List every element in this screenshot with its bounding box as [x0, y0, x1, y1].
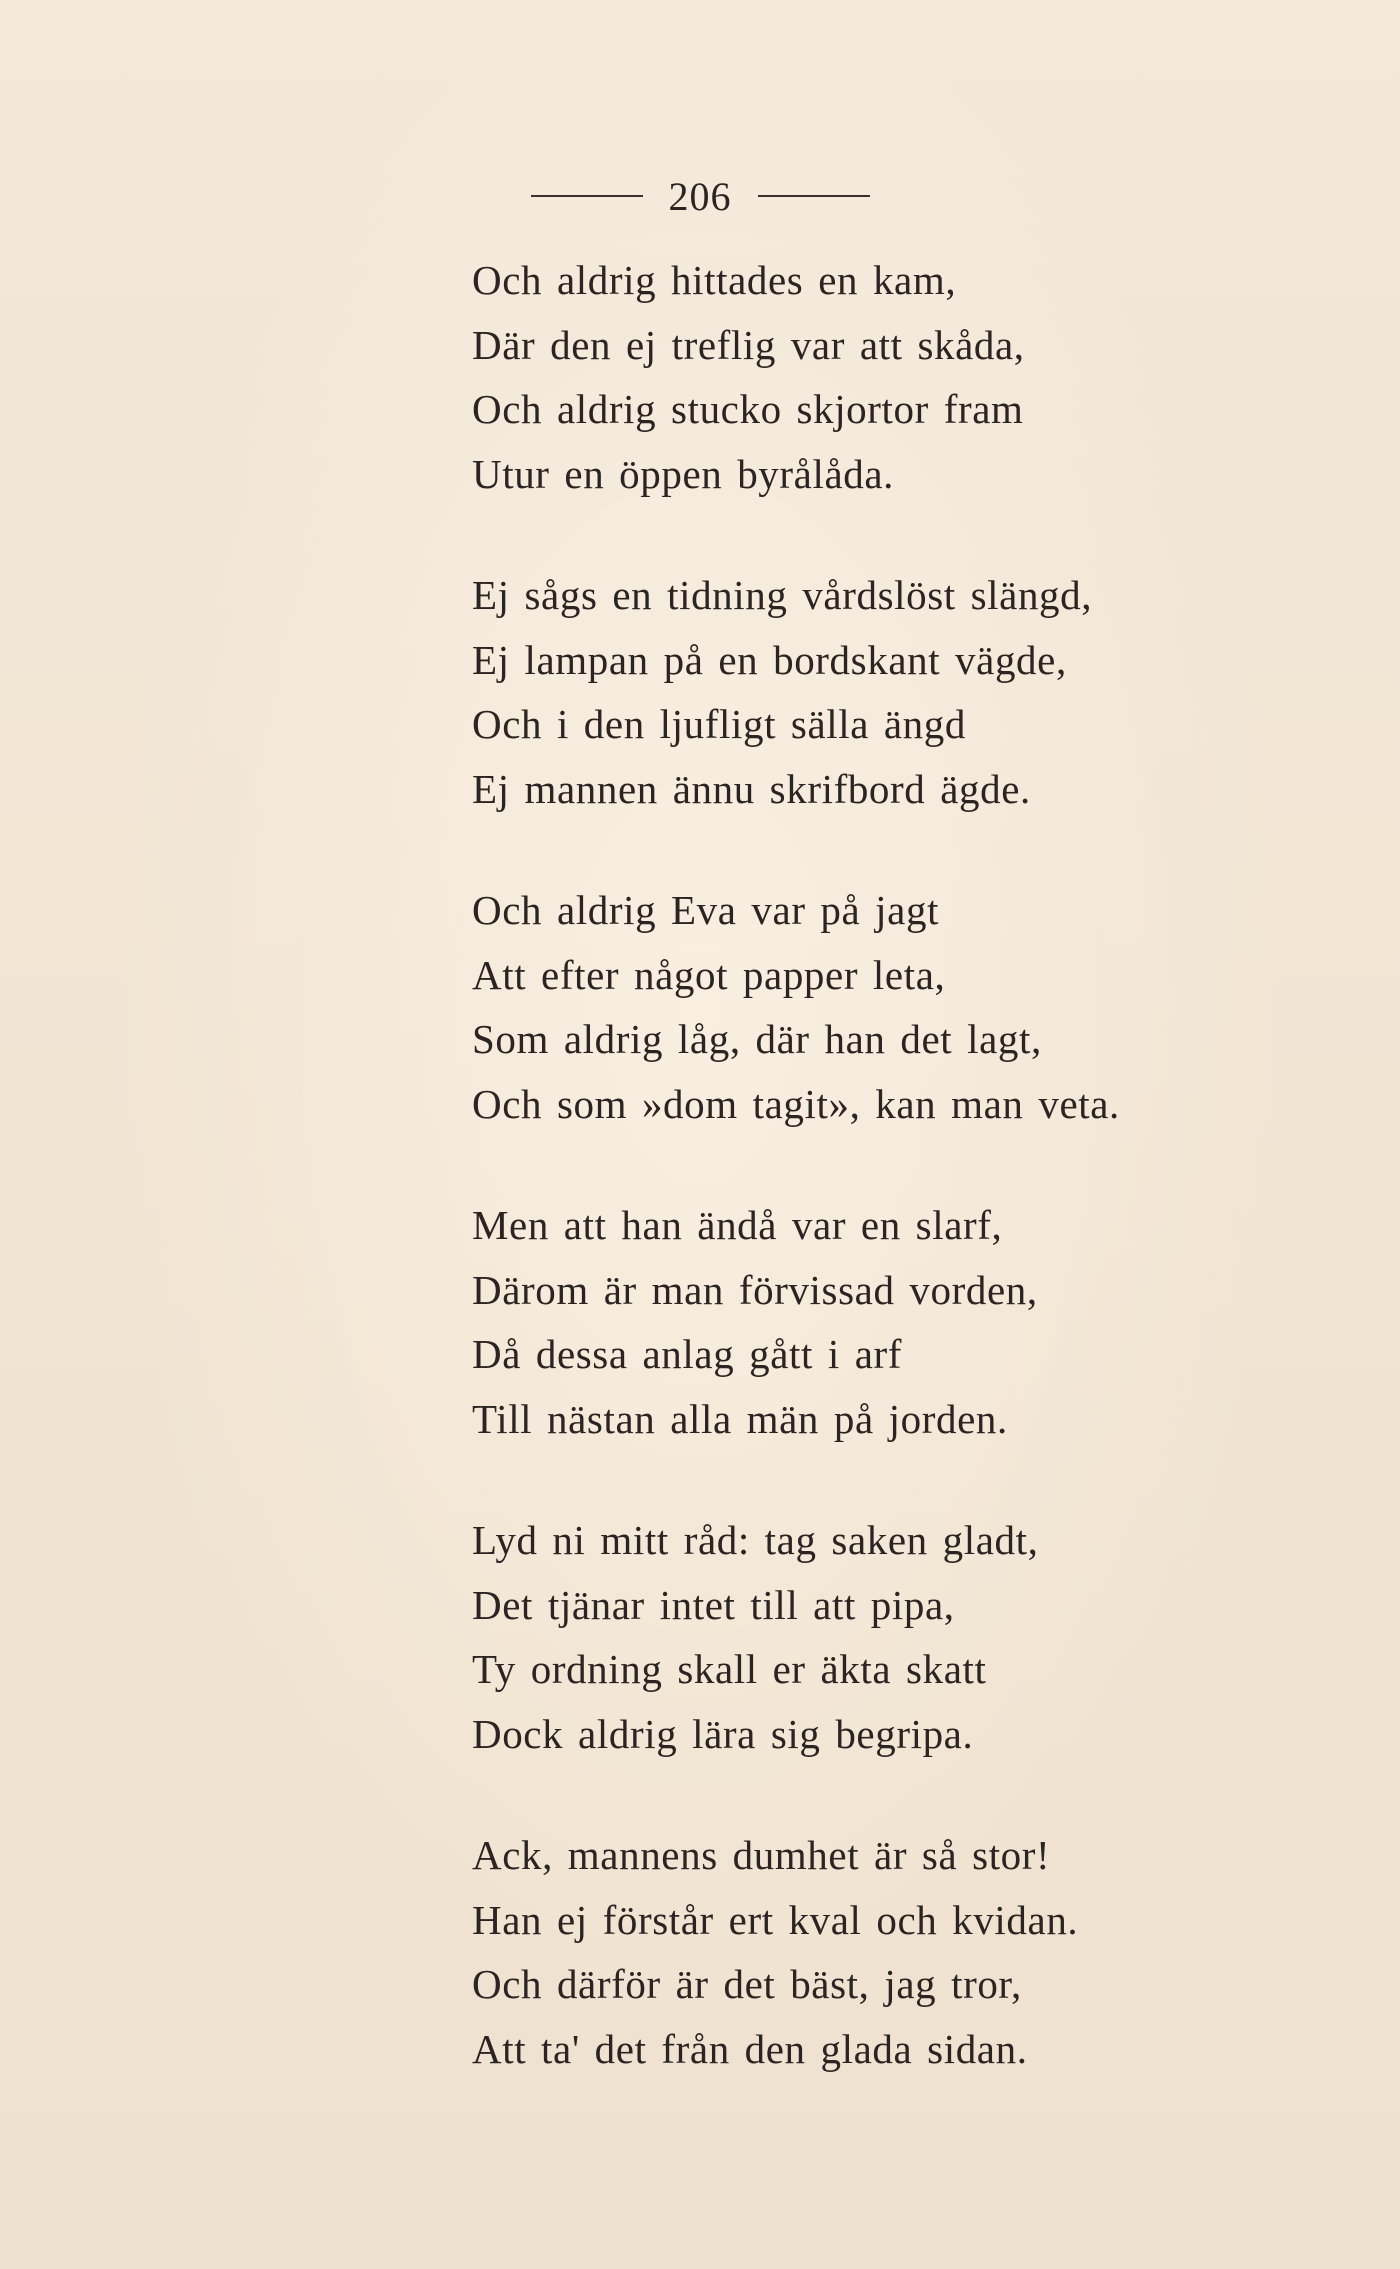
poem-line: Ack, mannens dumhet är så stor!	[472, 1832, 1051, 1878]
poem-line: Och aldrig Eva var på jagt	[472, 887, 940, 933]
poem-line: Ty ordning skall er äkta skatt	[472, 1646, 987, 1692]
poem-line: Men att han ändå var en slarf,	[472, 1202, 1003, 1248]
poem-line: Och som »dom tagit», kan man veta.	[472, 1080, 1120, 1127]
header-rule-right	[758, 195, 870, 197]
stanza-1	[472, 248, 1332, 506]
poem-line: Och därför är det bäst, jag tror,	[472, 1961, 1022, 2007]
poem	[472, 248, 1332, 2138]
header-rule-left	[531, 195, 643, 197]
poem-line: Och i den ljufligt sälla ängd	[472, 701, 966, 747]
poem-line: Han ej förstår ert kval och kvidan.	[472, 1896, 1079, 1943]
page-number: 206	[668, 173, 732, 219]
poem-line: Ej sågs en tidning vårdslöst slängd,	[472, 572, 1093, 618]
stanza-6	[472, 1823, 1332, 2081]
poem-line: Att ta' det från den glada sidan.	[472, 2025, 1028, 2072]
stanza-2	[472, 563, 1332, 821]
poem-line: Där den ej treflig var att skåda,	[472, 321, 1025, 368]
poem-line: Att efter något papper leta,	[472, 951, 946, 998]
poem-line: Då dessa anlag gått i arf	[472, 1331, 903, 1377]
poem-line: Dock aldrig lära sig begripa.	[472, 1710, 974, 1757]
poem-line: Ej mannen ännu skrifbord ägde.	[472, 765, 1031, 812]
stanza-3	[472, 878, 1332, 1136]
poem-line: Och aldrig hittades en kam,	[472, 257, 957, 303]
poem-line: Ej lampan på en bordskant vägde,	[472, 636, 1067, 683]
poem-line: Lyd ni mitt råd: tag saken gladt,	[472, 1517, 1039, 1563]
page-header	[0, 168, 1400, 224]
poem-line: Och aldrig stucko skjortor fram	[472, 386, 1024, 432]
poem-line: Som aldrig låg, där han det lagt,	[472, 1016, 1042, 1062]
poem-line: Utur en öppen byrålåda.	[472, 450, 894, 497]
poem-line: Därom är man förvissad vorden,	[472, 1266, 1038, 1313]
stanza-4	[472, 1193, 1332, 1451]
poem-line: Det tjänar intet till att pipa,	[472, 1581, 955, 1628]
poem-line: Till nästan alla män på jorden.	[472, 1395, 1008, 1442]
stanza-5	[472, 1508, 1332, 1766]
